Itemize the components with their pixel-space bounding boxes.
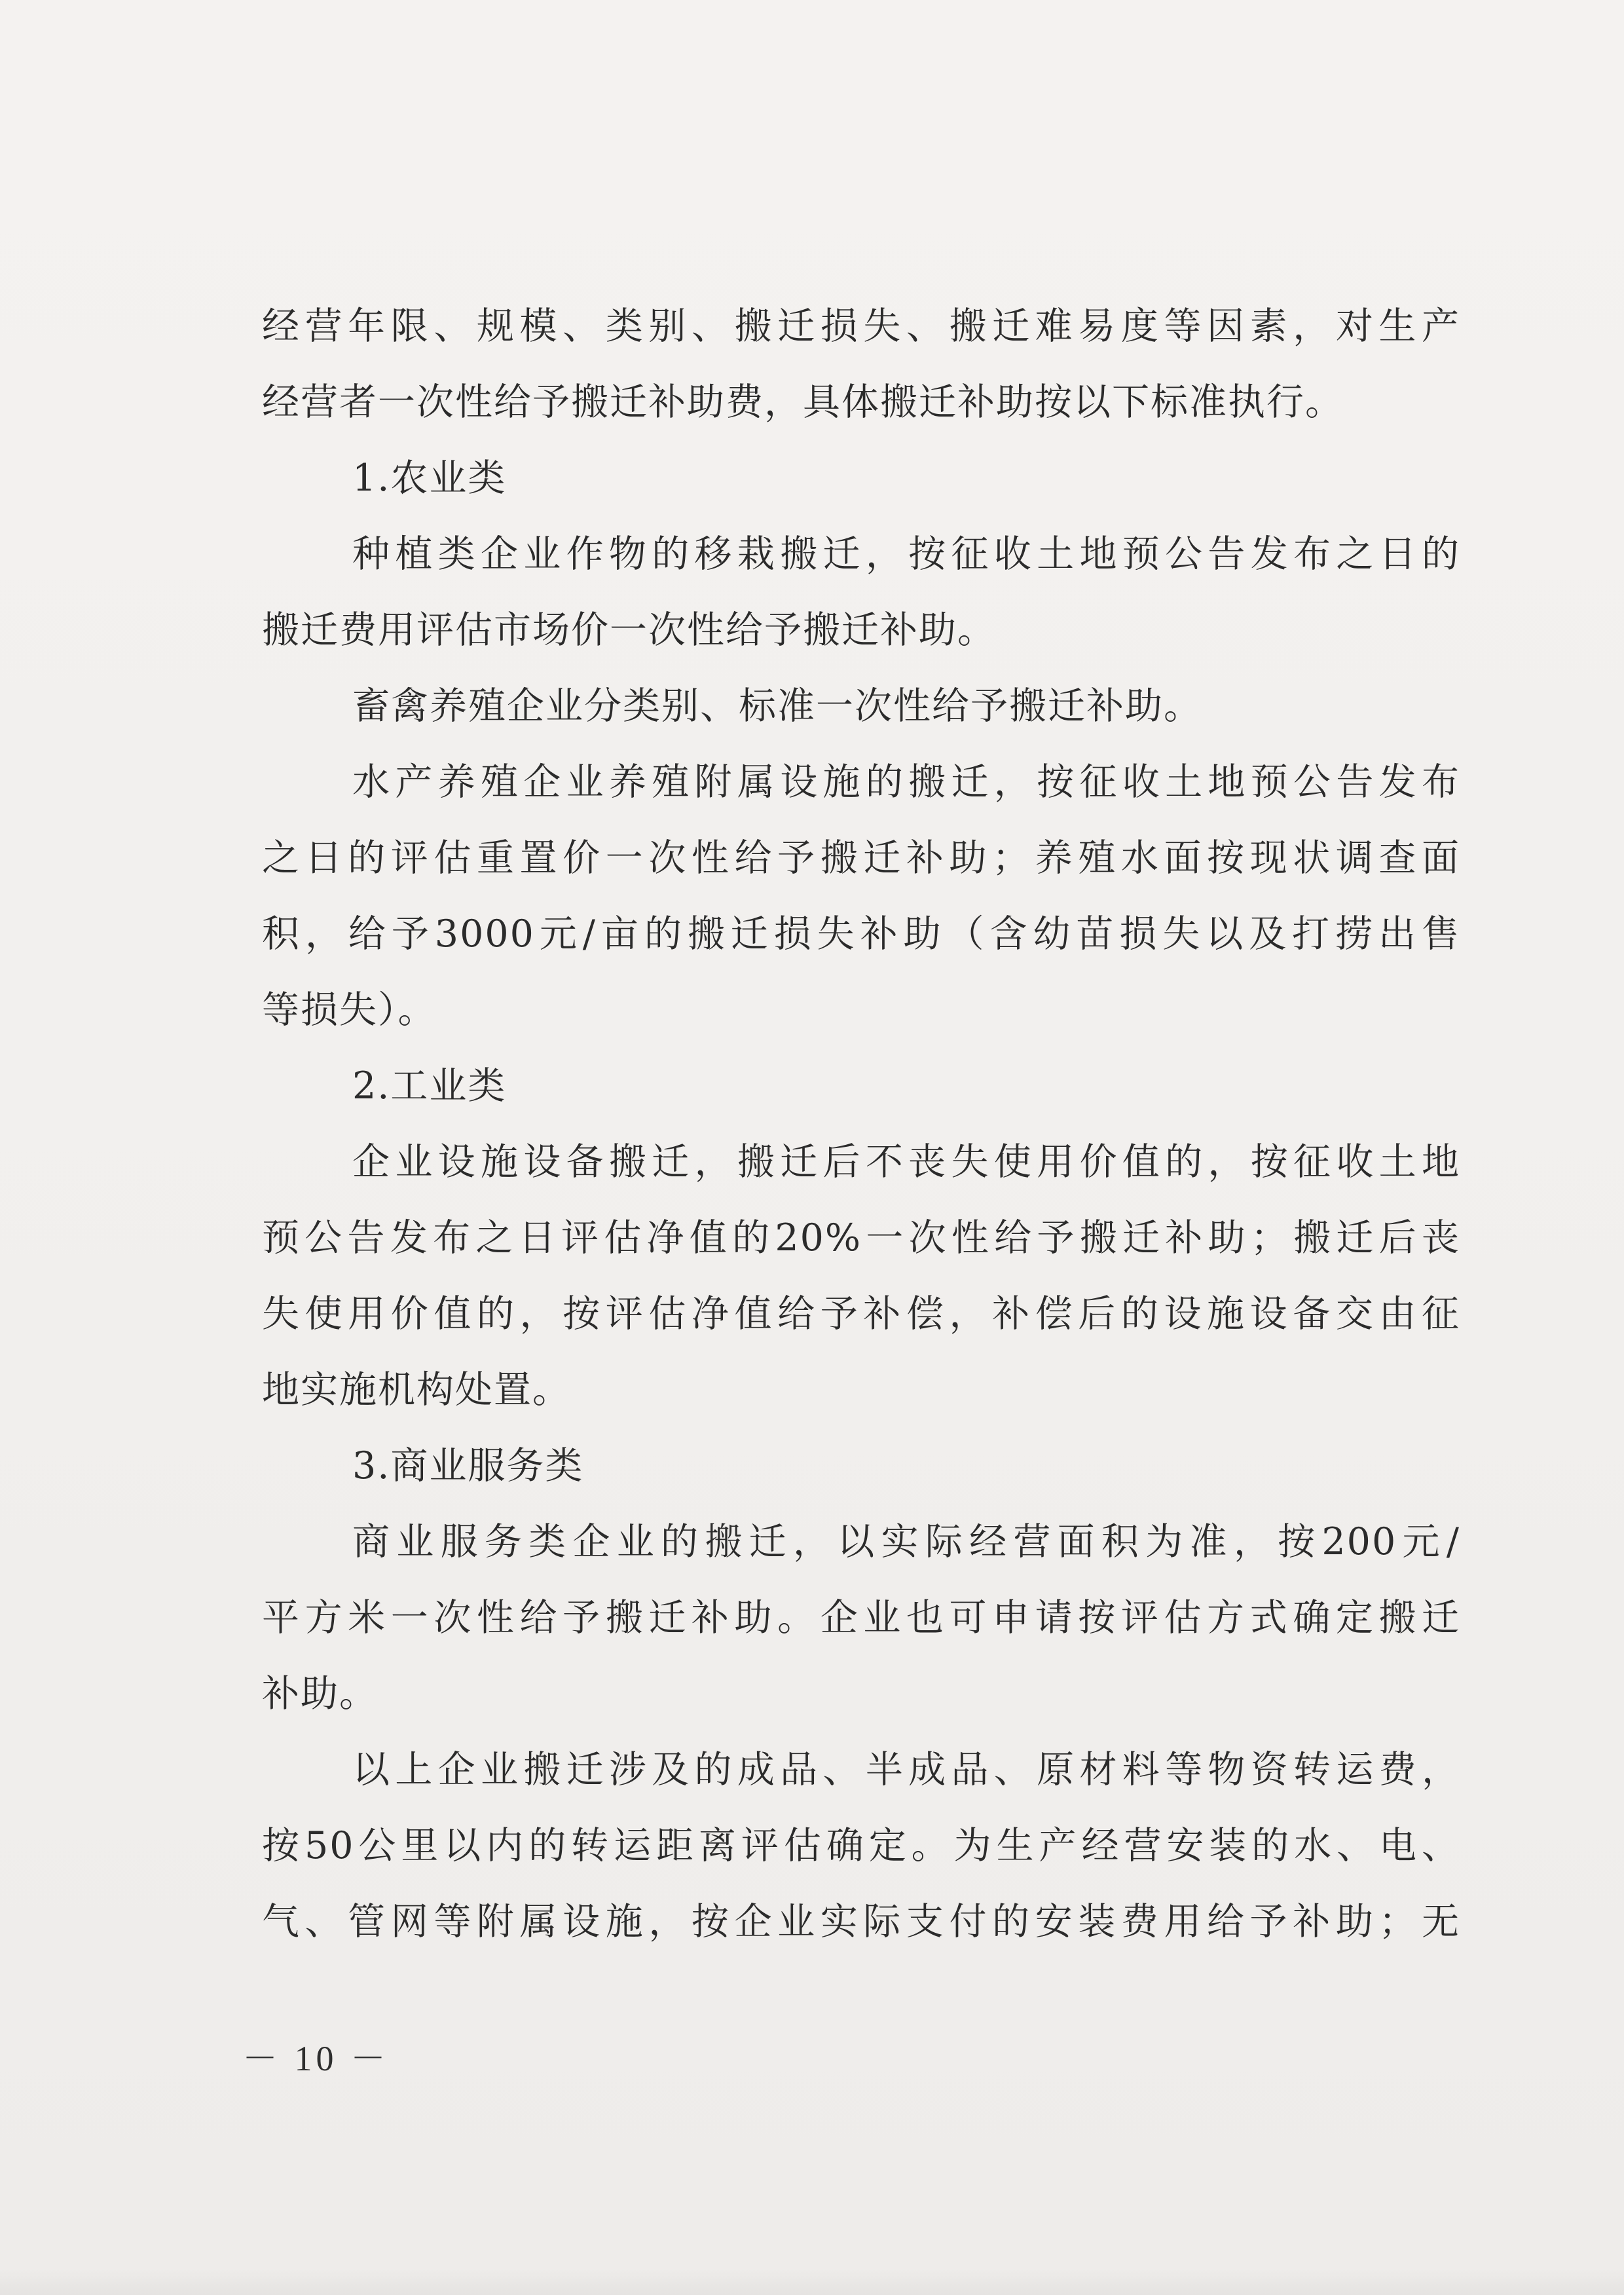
paragraph-line: 平方米一次性给予搬迁补助。企业也可申请按评估方式确定搬迁 [262, 1596, 1460, 1639]
section-heading-commerce: 3.商业服务类 [352, 1444, 584, 1487]
paragraph-line: 商业服务类企业的搬迁，以实际经营面积为准，按200元/ [352, 1520, 1460, 1563]
document-body [262, 288, 1460, 1960]
paragraph-line: 补助。 [262, 1672, 378, 1715]
paragraph-line: 等损失）。 [262, 988, 437, 1032]
paragraph-line: 之日的评估重置价一次性给予搬迁补助；养殖水面按现状调查面 [262, 836, 1460, 880]
paragraph-line: 地实施机构处置。 [262, 1368, 571, 1411]
paragraph-line: 按50公里以内的转运距离评估确定。为生产经营安装的水、电、 [262, 1824, 1460, 1867]
paragraph-line: 失使用价值的，按评估净值给予补偿，补偿后的设施设备交由征 [262, 1292, 1460, 1335]
paragraph-line: 种植类企业作物的移栽搬迁，按征收土地预公告发布之日的 [352, 532, 1460, 576]
paragraph-line: 水产养殖企业养殖附属设施的搬迁，按征收土地预公告发布 [352, 760, 1460, 804]
paragraph-line: 经营年限、规模、类别、搬迁损失、搬迁难易度等因素，对生产 [262, 305, 1460, 348]
paragraph-line: 预公告发布之日评估净值的20%一次性给予搬迁补助；搬迁后丧 [262, 1216, 1460, 1259]
paragraph-line: 经营者一次性给予搬迁补助费，具体搬迁补助按以下标准执行。 [262, 381, 1344, 424]
paragraph-line: 积，给予3000元/亩的搬迁损失补助（含幼苗损失以及打捞出售 [262, 912, 1460, 956]
paragraph-line: 气、管网等附属设施，按企业实际支付的安装费用给予补助；无 [262, 1900, 1460, 1943]
paragraph-line: 搬迁费用评估市场价一次性给予搬迁补助。 [262, 608, 996, 652]
section-heading-industry: 2.工业类 [352, 1064, 507, 1108]
paragraph-line: 畜禽养殖企业分类别、标准一次性给予搬迁补助。 [352, 684, 1202, 728]
page-number: － 10 － [242, 2039, 390, 2078]
section-heading-agriculture: 1.农业类 [352, 457, 507, 500]
paragraph-line: 企业设施设备搬迁，搬迁后不丧失使用价值的，按征收土地 [352, 1140, 1460, 1184]
paragraph-line: 以上企业搬迁涉及的成品、半成品、原材料等物资转运费， [352, 1748, 1460, 1791]
page-bottom-edge [0, 2269, 1624, 2295]
